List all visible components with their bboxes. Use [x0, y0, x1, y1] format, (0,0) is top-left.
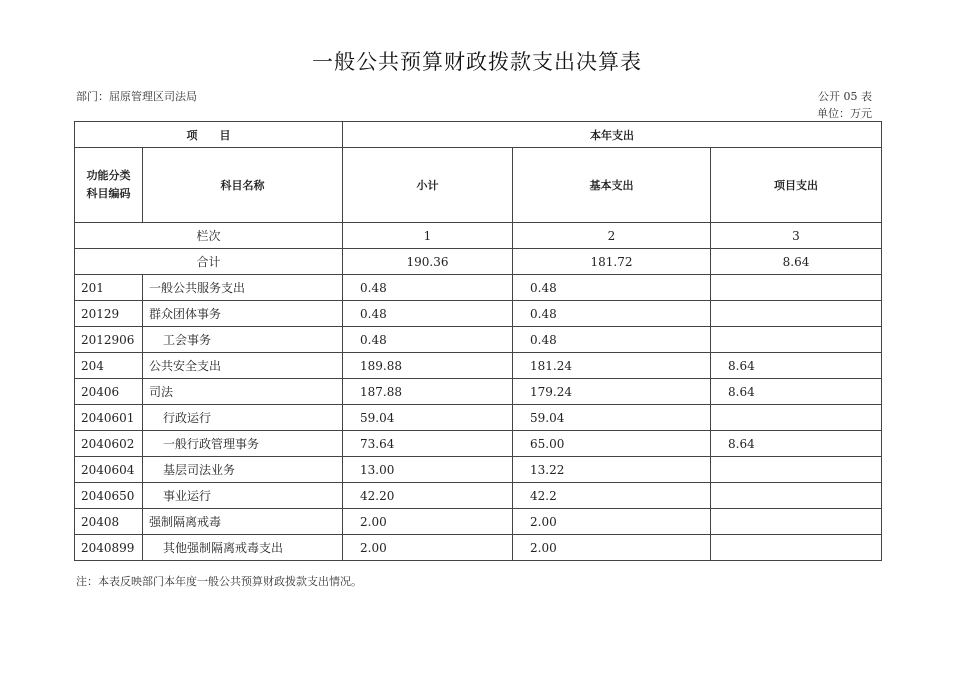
column-number-row [75, 223, 882, 249]
total-project: 8.64 [711, 249, 882, 275]
header-subtotal: 小计 [343, 148, 513, 223]
row-subtotal: 42.20 [343, 483, 513, 509]
expenditure-table [74, 121, 882, 561]
row-basic: 2.00 [513, 509, 711, 535]
header-basic: 基本支出 [513, 148, 711, 223]
table-row [75, 405, 882, 431]
table-row [75, 275, 882, 301]
row-name: 基层司法业务 [143, 457, 343, 483]
row-code: 204 [75, 353, 143, 379]
column-number-1: 1 [343, 223, 513, 249]
row-project [711, 457, 882, 483]
row-project [711, 483, 882, 509]
row-subtotal: 59.04 [343, 405, 513, 431]
table-row [75, 327, 882, 353]
row-basic: 13.22 [513, 457, 711, 483]
row-name: 行政运行 [143, 405, 343, 431]
header-current-year: 本年支出 [343, 122, 882, 148]
table-row [75, 301, 882, 327]
row-name: 工会事务 [143, 327, 343, 353]
header-func-code-line1: 功能分类 [86, 169, 131, 182]
row-name: 公共安全支出 [143, 353, 343, 379]
unit-label: 单位：万元 [817, 107, 872, 120]
row-basic: 179.24 [513, 379, 711, 405]
row-code: 2040899 [75, 535, 143, 561]
row-project [711, 301, 882, 327]
row-name: 一般公共服务支出 [143, 275, 343, 301]
row-code: 201 [75, 275, 143, 301]
row-basic: 181.24 [513, 353, 711, 379]
row-basic: 0.48 [513, 301, 711, 327]
row-basic: 0.48 [513, 327, 711, 353]
table-row [75, 483, 882, 509]
row-code: 20129 [75, 301, 143, 327]
table-row [75, 353, 882, 379]
row-code: 2040650 [75, 483, 143, 509]
row-code: 20406 [75, 379, 143, 405]
column-number-2: 2 [513, 223, 711, 249]
row-project [711, 327, 882, 353]
row-subtotal: 187.88 [343, 379, 513, 405]
row-name: 事业运行 [143, 483, 343, 509]
header-row-1 [75, 122, 882, 148]
row-subtotal: 2.00 [343, 509, 513, 535]
row-name: 其他强制隔离戒毒支出 [143, 535, 343, 561]
footnote: 注：本表反映部门本年度一般公共预算财政拨款支出情况。 [76, 575, 362, 588]
header-func-code [75, 148, 143, 223]
table-row [75, 535, 882, 561]
row-subtotal: 189.88 [343, 353, 513, 379]
row-basic: 0.48 [513, 275, 711, 301]
row-subtotal: 0.48 [343, 275, 513, 301]
row-basic: 2.00 [513, 535, 711, 561]
row-code: 2040604 [75, 457, 143, 483]
row-code: 2040602 [75, 431, 143, 457]
row-project [711, 535, 882, 561]
page-title: 一般公共预算财政拨款支出决算表 [312, 50, 642, 74]
row-project [711, 405, 882, 431]
column-number-3: 3 [711, 223, 882, 249]
header-project: 项目支出 [711, 148, 882, 223]
header-row-2 [75, 148, 882, 223]
table-row [75, 509, 882, 535]
total-row [75, 249, 882, 275]
total-subtotal: 190.36 [343, 249, 513, 275]
row-project [711, 509, 882, 535]
row-code: 2040601 [75, 405, 143, 431]
form-number: 公开 05 表 [818, 90, 872, 103]
row-name: 一般行政管理事务 [143, 431, 343, 457]
table-row [75, 457, 882, 483]
row-subtotal: 2.00 [343, 535, 513, 561]
row-code: 20408 [75, 509, 143, 535]
row-code: 2012906 [75, 327, 143, 353]
total-label: 合计 [75, 249, 343, 275]
row-subtotal: 73.64 [343, 431, 513, 457]
table-row [75, 379, 882, 405]
header-item: 项 目 [75, 122, 343, 148]
row-basic: 42.2 [513, 483, 711, 509]
column-number-label: 栏次 [75, 223, 343, 249]
row-basic: 59.04 [513, 405, 711, 431]
row-project [711, 275, 882, 301]
row-project: 8.64 [711, 379, 882, 405]
row-project: 8.64 [711, 431, 882, 457]
row-project: 8.64 [711, 353, 882, 379]
row-subtotal: 13.00 [343, 457, 513, 483]
header-func-code-line2: 科目编码 [86, 187, 131, 200]
department-label: 部门：屈原管理区司法局 [76, 90, 197, 103]
total-basic: 181.72 [513, 249, 711, 275]
row-subtotal: 0.48 [343, 301, 513, 327]
row-name: 群众团体事务 [143, 301, 343, 327]
table-row [75, 431, 882, 457]
row-name: 强制隔离戒毒 [143, 509, 343, 535]
row-basic: 65.00 [513, 431, 711, 457]
header-subject-name: 科目名称 [143, 148, 343, 223]
row-subtotal: 0.48 [343, 327, 513, 353]
row-name: 司法 [143, 379, 343, 405]
